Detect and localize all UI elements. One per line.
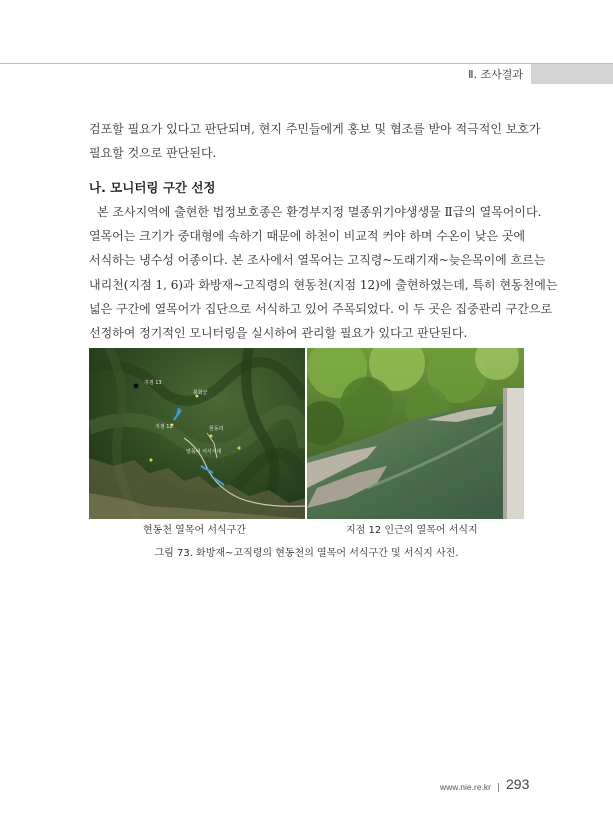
map-label-habitat: 열목어 서식지대 [186, 449, 222, 455]
paragraph-line: 서식하는 냉수성 어종이다. 본 조사에서 열목어는 고직령~도래기재~늦은목이에 흐르는 [89, 253, 546, 268]
photo-caption-right: 지점 12 인근의 열목어 서식지 [346, 525, 478, 536]
photo-caption-left: 현동천 열목어 서식구간 [143, 525, 246, 536]
figure-caption: 그림 73. 화방재~고직령의 현동천의 열목어 서식구간 및 서식지 사진. [154, 548, 459, 559]
stream-habitat-photo [307, 348, 524, 519]
page-number: 293 [506, 776, 530, 792]
paragraph-line: 필요할 것으로 판단된다. [89, 146, 217, 160]
running-header: Ⅱ. 조사결과 [468, 68, 523, 81]
paragraph-line: 선정하여 정기적인 모니터링을 실시하여 관리할 필요가 있다고 판단된다. [89, 326, 468, 341]
header-tab [531, 64, 613, 84]
paragraph-line: 본 조사지역에 출현한 법정보호종은 환경부지정 멸종위기야생생물 Ⅱ급의 열목어이다. [97, 205, 542, 219]
body-paragraph [89, 200, 558, 345]
paragraph-line: 열목어는 크기가 중대형에 속하기 때문에 하천이 비교적 커야 하며 수온이 낮은 곳에 [89, 229, 526, 244]
footer-url: www.nie.re.kr [440, 782, 492, 792]
section-heading: 나. 모니터링 구간 선정 [89, 180, 216, 195]
header-rule [0, 63, 613, 64]
paragraph-line: 검포할 필요가 있다고 판단되며, 현지 주민들에게 홍보 및 협조를 받아 적극적인 보호가 [89, 122, 541, 136]
map-label-town: 봉화군 [193, 390, 208, 396]
intro-paragraph [89, 117, 541, 165]
footer-separator [498, 783, 499, 792]
satellite-map-photo [89, 348, 305, 519]
paragraph-line: 내리천(지점 1, 6)과 화방재~고직령의 현동천(지점 12)에 출현하였는데, 특히 현동천에는 [89, 277, 558, 292]
paragraph-line: 넓은 구간에 열목어가 집단으로 서식하고 있어 주목되었다. 이 두 곳은 집중관리 구간으로 [89, 301, 553, 316]
map-label-village: 현동리 [209, 426, 224, 432]
map-label-point13: 지점 13 [144, 380, 162, 386]
map-label-point12: 지점 12 [155, 424, 173, 430]
